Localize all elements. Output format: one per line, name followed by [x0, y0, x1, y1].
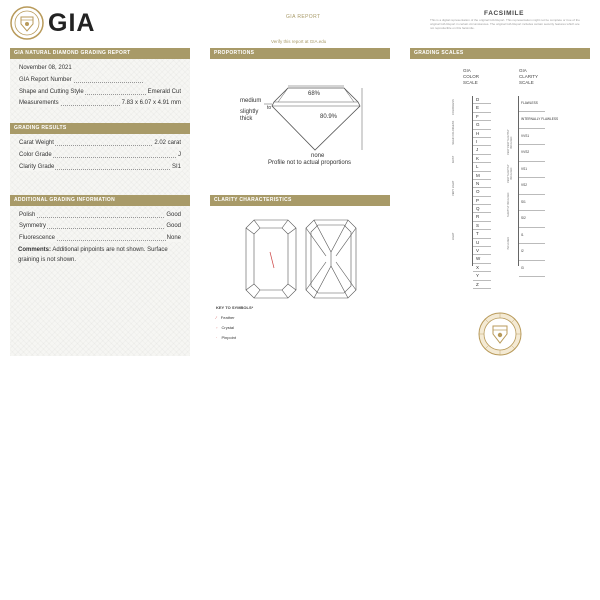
clarity-scale-header-2: CLARITY [519, 74, 539, 79]
report-label: GIA REPORT [286, 14, 321, 20]
color-scale-letter: E [473, 104, 491, 112]
polish-row [18, 211, 182, 219]
symmetry-label: Symmetry [19, 223, 46, 229]
color-scale-letter: O [473, 188, 491, 196]
clarity-grade-row [18, 163, 182, 171]
key-label-feather: Feather [220, 315, 235, 320]
clarity-scale-header-3: SCALE [519, 80, 534, 85]
carat-value: 2.02 carat [154, 140, 181, 146]
fluorescence-row [18, 234, 182, 242]
key-label-pinpoint: Pinpoint [221, 335, 236, 340]
additional-info-title: ADDITIONAL GRADING INFORMATION [10, 195, 190, 206]
color-scale-header-1: GIA [463, 68, 471, 73]
girdle-label-1: medium [240, 98, 262, 104]
clarity-grade-label: Clarity Grade [19, 164, 55, 170]
measurements-row [18, 99, 182, 107]
symmetry-value: Good [166, 223, 181, 229]
report-number-row [18, 76, 143, 84]
clarity-scale-grade: I3 [519, 261, 545, 277]
color-scale-letter: R [473, 213, 491, 221]
key-title: KEY TO SYMBOLS* [216, 305, 254, 310]
facsimile-note: This is a digital representation of the original GIA Report. This representation might not be complete or true of the original GIA Report in certain circumstances. The original GIA Report includes certain security features which are not reproducible on this facsimile. [430, 18, 580, 30]
clarity-scale-header [519, 68, 538, 86]
clarity-scale-grade: VVS2 [519, 145, 545, 161]
color-scale-letter: L [473, 163, 491, 171]
clarity-plot [210, 212, 390, 302]
clarity-group-label: SLIGHTLY INCLUDED [507, 192, 510, 217]
clarity-grade-value: SI1 [171, 164, 181, 170]
gia-logo [10, 6, 110, 40]
gia-seal-icon [478, 312, 522, 356]
color-scale-letter: J [473, 146, 491, 154]
depth-pct: 80.9% [320, 114, 338, 120]
color-scale-letter: Y [473, 272, 491, 280]
proportions-note: Profile not to actual proportions [268, 160, 352, 166]
clarity-group-label: INCLUDED [507, 236, 510, 249]
feather-mark [270, 252, 274, 268]
key-item-feather [216, 313, 253, 323]
clarity-scale [518, 96, 559, 270]
color-scale [472, 96, 491, 287]
color-scale-letter: U [473, 239, 491, 247]
clarity-scale-grade: VVS1 [519, 129, 545, 145]
report-date-value: November 08, 2021 [19, 65, 72, 71]
shape-label: Shape and Cutting Style [19, 89, 84, 95]
color-group-label: VERY LIGHT [452, 180, 455, 197]
clarity-scale-grade: INTERNALLY FLAWLESS [519, 112, 545, 128]
comments [18, 245, 184, 265]
pinpoint-icon: · [216, 335, 218, 340]
fluorescence-value: None [166, 235, 181, 241]
girdle-label-3: slightly [240, 109, 259, 115]
girdle-label-2: to [267, 105, 272, 111]
comments-label: Comments: [18, 247, 52, 253]
color-scale-header-2: COLOR [463, 74, 480, 79]
proportions-diagram [210, 62, 390, 162]
color-scale-letter: P [473, 197, 491, 205]
color-scale-letter: S [473, 222, 491, 230]
color-scale-header [463, 68, 479, 86]
color-scale-letter: M [473, 172, 491, 180]
color-scale-letter: H [473, 130, 491, 138]
color-scale-groups [452, 96, 462, 266]
color-group-label: FAINT [452, 155, 455, 163]
color-scale-letter: G [473, 121, 491, 129]
color-scale-letter: Q [473, 205, 491, 213]
clarity-scale-grade: SI2 [519, 211, 545, 227]
color-scale-letter: Z [473, 281, 491, 289]
carat-row [18, 139, 182, 147]
grading-results-title: GRADING RESULTS [10, 123, 190, 134]
report-number-label: GIA Report Number [19, 77, 72, 83]
carat-label: Carat Weight [19, 140, 54, 146]
key-item-crystal [216, 323, 253, 333]
color-scale-letter: N [473, 180, 491, 188]
natural-report-title: GIA NATURAL DIAMOND GRADING REPORT [10, 48, 190, 59]
color-scale-letter: D [473, 96, 491, 104]
color-scale-letter: V [473, 247, 491, 255]
color-scale-header-3: SCALE [463, 80, 478, 85]
pavilion-view [306, 220, 356, 298]
clarity-title: CLARITY CHARACTERISTICS [210, 195, 390, 206]
color-grade-label: Color Grade [19, 152, 52, 158]
key-item-pinpoint [216, 333, 253, 343]
feather-icon: ∕ [216, 315, 217, 320]
color-grade-row [18, 151, 182, 159]
measurements-value: 7.83 x 6.07 x 4.91 mm [121, 100, 181, 106]
color-group-label: NEAR COLORLESS [452, 121, 455, 145]
clarity-scale-header-1: GIA [519, 68, 527, 73]
color-scale-letter: X [473, 264, 491, 272]
clarity-group-label: VERY SLIGHTLY INCLUDED [507, 164, 513, 183]
clarity-scale-groups [507, 127, 517, 297]
clarity-scale-grade: VS1 [519, 162, 545, 178]
verify-text: Verify this report at GIA.edu [271, 39, 327, 44]
polish-label: Polish [19, 212, 36, 218]
grading-scales-title: GRADING SCALES [410, 48, 590, 59]
shape-value: Emerald Cut [147, 89, 181, 95]
color-scale-letter: F [473, 113, 491, 121]
color-grade-value: J [178, 152, 181, 158]
shape-row [18, 88, 182, 96]
gia-logo-text: GIA [48, 9, 96, 37]
color-scale-letter: K [473, 155, 491, 163]
symmetry-row [18, 222, 182, 230]
clarity-scale-grade: SI1 [519, 195, 545, 211]
clarity-scale-grade: I1 [519, 228, 545, 244]
comments-text: Additional pinpoints are not shown. Surface graining is not shown. [18, 247, 168, 263]
proportions-title: PROPORTIONS [210, 48, 390, 59]
crown-view [246, 220, 296, 298]
report-date [18, 64, 182, 72]
gia-seal-icon [10, 6, 44, 40]
clarity-scale-grade: I2 [519, 244, 545, 260]
key-label-crystal: Crystal [221, 325, 234, 330]
facsimile-title: FACSIMILE [484, 10, 525, 17]
color-scale-letter: I [473, 138, 491, 146]
measurements-label: Measurements [19, 100, 59, 106]
color-scale-letter: T [473, 230, 491, 238]
crystal-icon: ◦ [216, 325, 218, 330]
clarity-scale-grade: FLAWLESS [519, 96, 545, 112]
polish-value: Good [166, 212, 181, 218]
table-pct: 68% [308, 91, 321, 97]
clarity-group-label: VERY VERY SLIGHTLY INCLUDED [507, 129, 513, 156]
color-group-label: COLORLESS [452, 99, 455, 116]
color-group-label: LIGHT [452, 232, 455, 241]
culet-value: none [311, 153, 325, 159]
color-scale-letter: W [473, 255, 491, 263]
key-to-symbols [216, 305, 253, 343]
fluorescence-label: Fluorescence [19, 235, 56, 241]
clarity-scale-grade: VS2 [519, 178, 545, 194]
girdle-label-4: thick [240, 116, 253, 122]
